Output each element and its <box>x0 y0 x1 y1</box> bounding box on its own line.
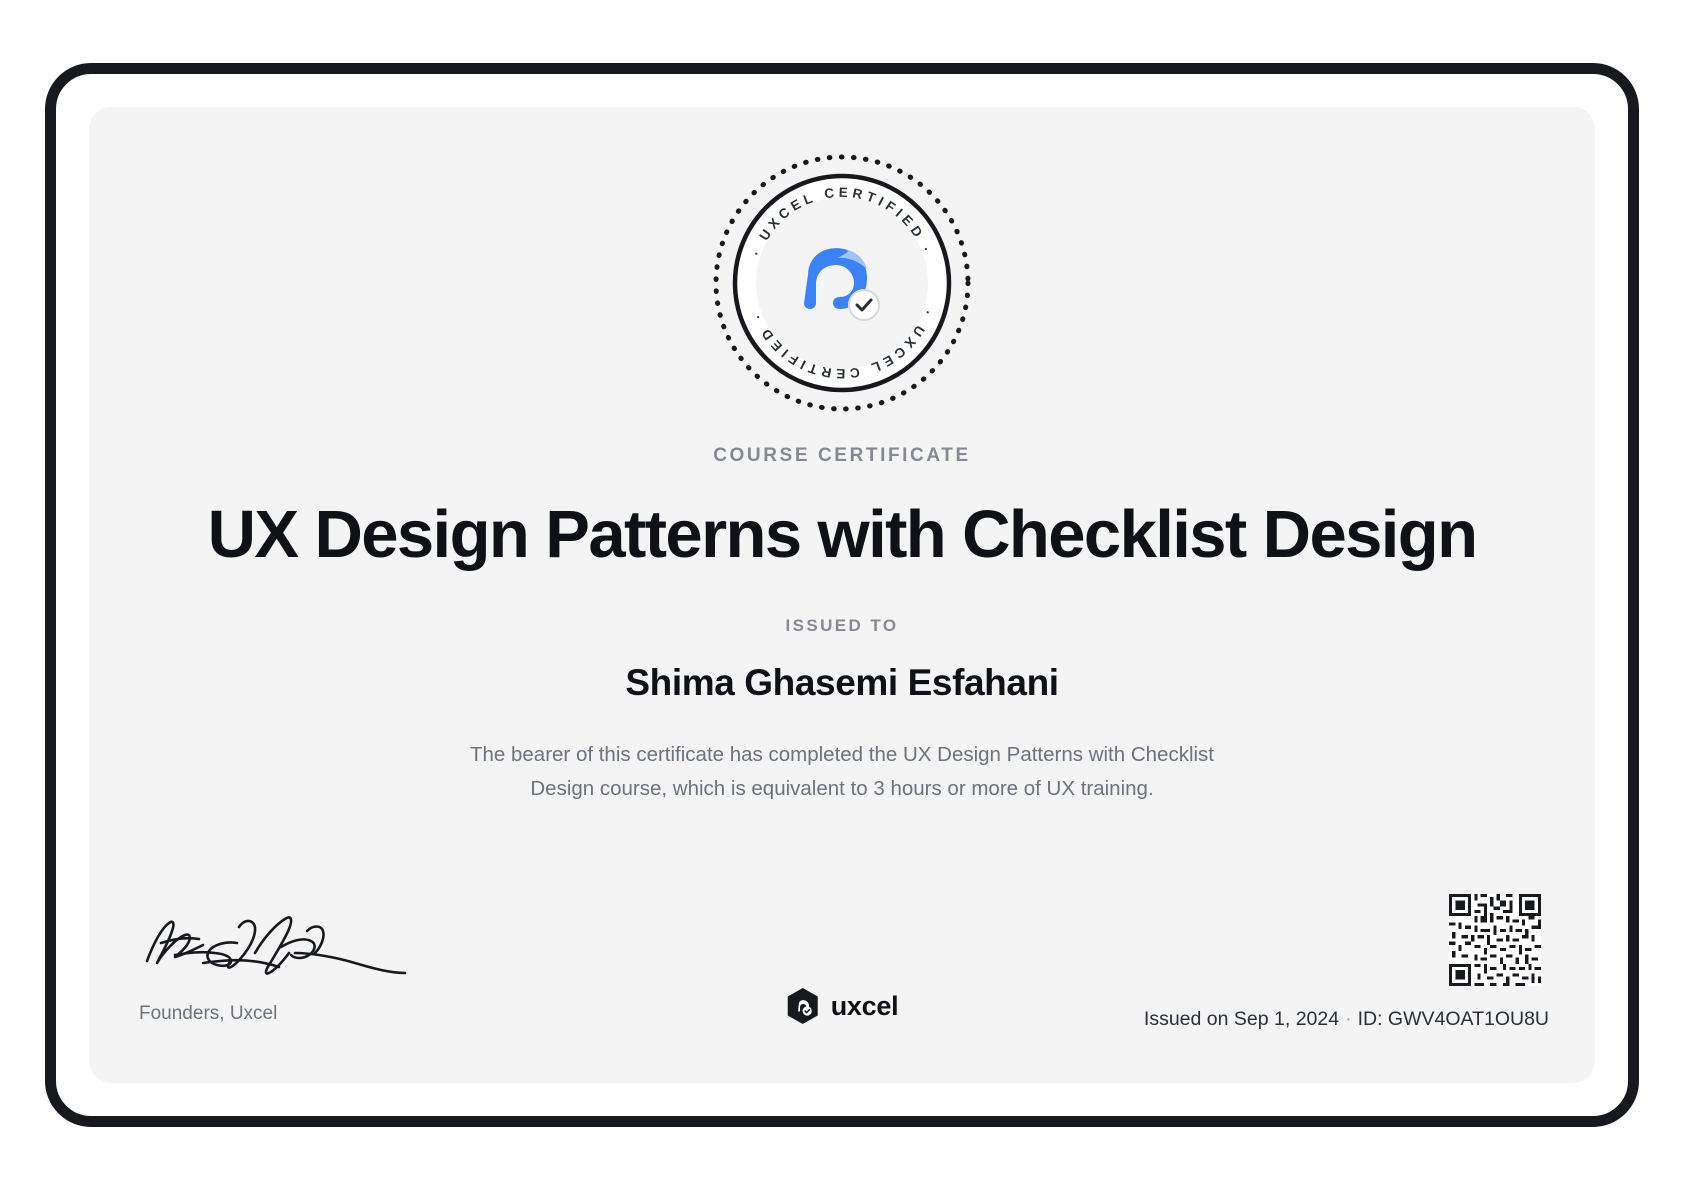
recipient-name: Shima Ghasemi Esfahani <box>625 662 1059 704</box>
svg-text:· UXCEL CERTIFIED ·: · UXCEL CERTIFIED · <box>748 184 936 259</box>
signature-block <box>135 909 475 1025</box>
issued-to-label: ISSUED TO <box>785 616 899 636</box>
certificate-frame <box>45 63 1639 1127</box>
issue-info <box>1144 894 1549 1031</box>
qr-code-icon[interactable] <box>1449 894 1541 986</box>
certified-seal <box>708 149 976 417</box>
certificate-description: The bearer of this certificate has completed the UX Design Patterns with Checklist Design course, which is equivalent to 3 hours or more of UX training. <box>469 743 1215 800</box>
brand-name: uxcel <box>830 990 899 1021</box>
signature-icon <box>139 909 429 987</box>
seal-graphic <box>708 149 976 417</box>
eyebrow-label: COURSE CERTIFICATE <box>713 445 971 466</box>
svg-text:· UXCEL CERTIFIED ·: · UXCEL CERTIFIED · <box>748 307 936 382</box>
certificate-footer <box>89 863 1595 1083</box>
issue-details <box>1144 1008 1549 1031</box>
uxcel-brand <box>786 987 899 1025</box>
issue-separator: · <box>1345 1008 1352 1030</box>
course-title: UX Design Patterns with Checklist Design <box>207 497 1477 572</box>
signature-caption: Founders, Uxcel <box>139 1003 278 1024</box>
certificate-id: ID: GWV4OAT1OU8U <box>1357 1008 1549 1030</box>
certificate-body <box>89 107 1595 1083</box>
issued-on-date: Issued on Sep 1, 2024 <box>1143 1008 1340 1030</box>
uxcel-logo-icon <box>786 987 820 1025</box>
